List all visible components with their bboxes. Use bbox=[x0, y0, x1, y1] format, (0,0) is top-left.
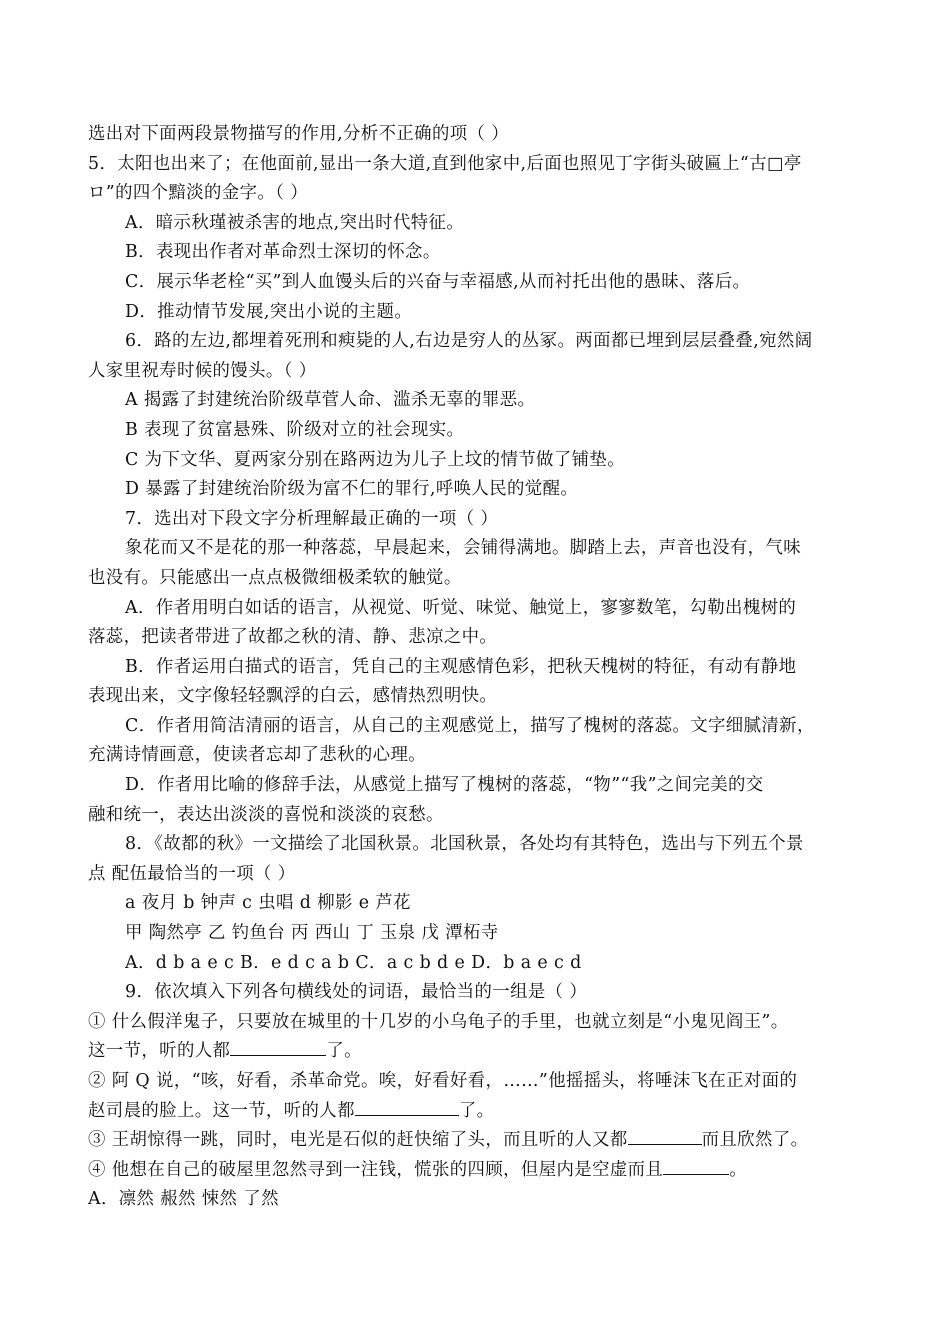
blank-line bbox=[663, 1158, 729, 1175]
q6-option-b: B 表现了贫富悬殊、阶级对立的社会现实。 bbox=[125, 419, 465, 440]
q5-option-d: D．推动情节发展,突出小说的主题。 bbox=[125, 301, 413, 322]
q6-option-d: D 暴露了封建统治阶级为富不仁的罪行,呼唤人民的觉醒。 bbox=[125, 479, 579, 500]
q7-passage-line1: 象花而又不是花的那一种落蕊，早晨起来，会铺得满地。脚踏上去，声音也没有，气味 bbox=[125, 538, 802, 559]
q6-stem-line1: 6．路的左边,都埋着死刑和瘐毙的人,右边是穷人的丛冢。两面都已埋到层层叠叠,宛然阔 bbox=[125, 331, 813, 352]
q9-sentence2-line1: ② 阿 Q 说，“咳，好看，杀革命党。唉，好看好看，……”他摇摇头，将唾沫飞在正对面的 bbox=[88, 1071, 798, 1091]
q8-stem-line1: 8．《故都的秋》一文描绘了北国秋景。北国秋景，各处均有其特色，选出与下列五个景 bbox=[125, 834, 804, 855]
q8-stem-line2: 点 配伍最恰当的一项（ ） bbox=[88, 863, 296, 884]
instruction-line: 选出对下面两段景物描写的作用,分析不正确的项（ ） bbox=[88, 124, 510, 144]
q9-sentence4 bbox=[88, 1156, 876, 1186]
q6-option-c: C 为下文华、夏两家分别在路两边为儿子上坟的情节做了铺垫。 bbox=[125, 449, 625, 470]
blank-line bbox=[628, 1128, 702, 1145]
q9-sentence3-text: ③ 王胡惊得一跳，同时，电光是石似的赶快缩了头，而且听的人又都 bbox=[88, 1130, 628, 1151]
q7-option-d-line2: 融和统一，表达出淡淡的喜悦和淡淡的哀愁。 bbox=[88, 804, 444, 825]
q7-option-c-line2: 充满诗情画意，使读者忘却了悲秋的心理。 bbox=[88, 745, 427, 766]
q8-scenery-list: a 夜月 b 钟声 c 虫唱 d 柳影 e 芦花 bbox=[125, 893, 411, 914]
q9-option-a: A．凛然 赧然 悚然 了然 bbox=[88, 1189, 279, 1210]
q9-sentence2-line2 bbox=[88, 1097, 876, 1127]
q5-option-a: A．暗示秋瑾被杀害的地点,突出时代特征。 bbox=[125, 212, 465, 233]
q9-sentence4-text: ④ 他想在自己的破屋里忽然寻到一注钱，慌张的四顾，但屋内是空虚而且 bbox=[88, 1159, 664, 1180]
q9-sentence1-line1: ① 什么假洋鬼子，只要放在城里的十几岁的小乌龟子的手里，也就立刻是“小鬼见阎王”。 bbox=[88, 1011, 789, 1032]
blank-line bbox=[355, 1099, 459, 1116]
q8-options: A．d b a e c B．e d c a b C．a c b d e D．b a e c d bbox=[125, 952, 582, 973]
q5-option-b: B．表现出作者对革命烈士深切的怀念。 bbox=[125, 242, 441, 263]
q5-stem-line2: ロ”的四个黯淡的金字。（ ） bbox=[88, 183, 309, 204]
q9-sentence2-text: 赵司晨的脸上。这一节，听的人都 bbox=[88, 1100, 355, 1121]
q9-stem: 9．依次填入下列各句横线处的词语，最恰当的一组是（ ） bbox=[125, 982, 588, 1003]
q7-option-d-line1: D．作者用比喻的修辞手法，从感觉上描写了槐树的落蕊，“物”“我”之间完美的交 bbox=[125, 775, 764, 796]
q7-stem: 7．选出对下段文字分析理解最正确的一项（ ） bbox=[125, 508, 499, 529]
q9-sentence3-end: 而且欣然了。 bbox=[701, 1130, 809, 1151]
q7-option-b-line2: 表现出来，文字像轻轻飘浮的白云，感情热烈明快。 bbox=[88, 686, 498, 707]
q9-sentence4-end: 。 bbox=[729, 1159, 748, 1180]
q6-stem-line2: 人家里祝寿时候的馒头。（ ） bbox=[88, 360, 317, 381]
blank-line bbox=[230, 1039, 326, 1056]
q5-option-c: C．展示华老栓“买”到人血馒头后的兴奋与幸福感,从而衬托出他的愚昧、落后。 bbox=[125, 271, 751, 292]
q9-sentence1-text: 这一节，听的人都 bbox=[88, 1041, 231, 1062]
q9-sentence1-line2 bbox=[88, 1037, 876, 1067]
q6-option-a: A 揭露了封建统治阶级草菅人命、滥杀无辜的罪恶。 bbox=[125, 390, 536, 411]
q9-sentence2-end: 了。 bbox=[458, 1100, 495, 1121]
q7-option-b-line1: B．作者运用白描式的语言，凭自己的主观感情色彩，把秋天槐树的特征，有动有静地 bbox=[125, 656, 797, 677]
q7-option-a-line1: A．作者用明白如话的语言，从视觉、听觉、味觉、触觉上，寥寥数笔，勾勒出槐树的 bbox=[125, 597, 797, 618]
q7-passage-line2: 也没有。只能感出一点点极微细极柔软的触觉。 bbox=[88, 567, 462, 588]
q9-sentence3 bbox=[88, 1126, 876, 1156]
q7-option-c-line1: C．作者用简洁清丽的语言，从自己的主观感觉上，描写了槐树的落蕊。文字细腻清新， bbox=[125, 715, 815, 736]
q8-place-list: 甲 陶然亭 乙 钓鱼台 丙 西山 丁 玉泉 戊 潭柘寺 bbox=[125, 923, 499, 944]
q5-stem-line1: 5．太阳也出来了；在他面前,显出一条大道,直到他家中,后面也照见丁字街头破匾上“古□亭 bbox=[88, 153, 802, 174]
q7-option-a-line2: 落蕊，把读者带进了故都之秋的清、静、悲凉之中。 bbox=[88, 627, 498, 648]
q9-sentence1-end: 了。 bbox=[326, 1041, 362, 1062]
